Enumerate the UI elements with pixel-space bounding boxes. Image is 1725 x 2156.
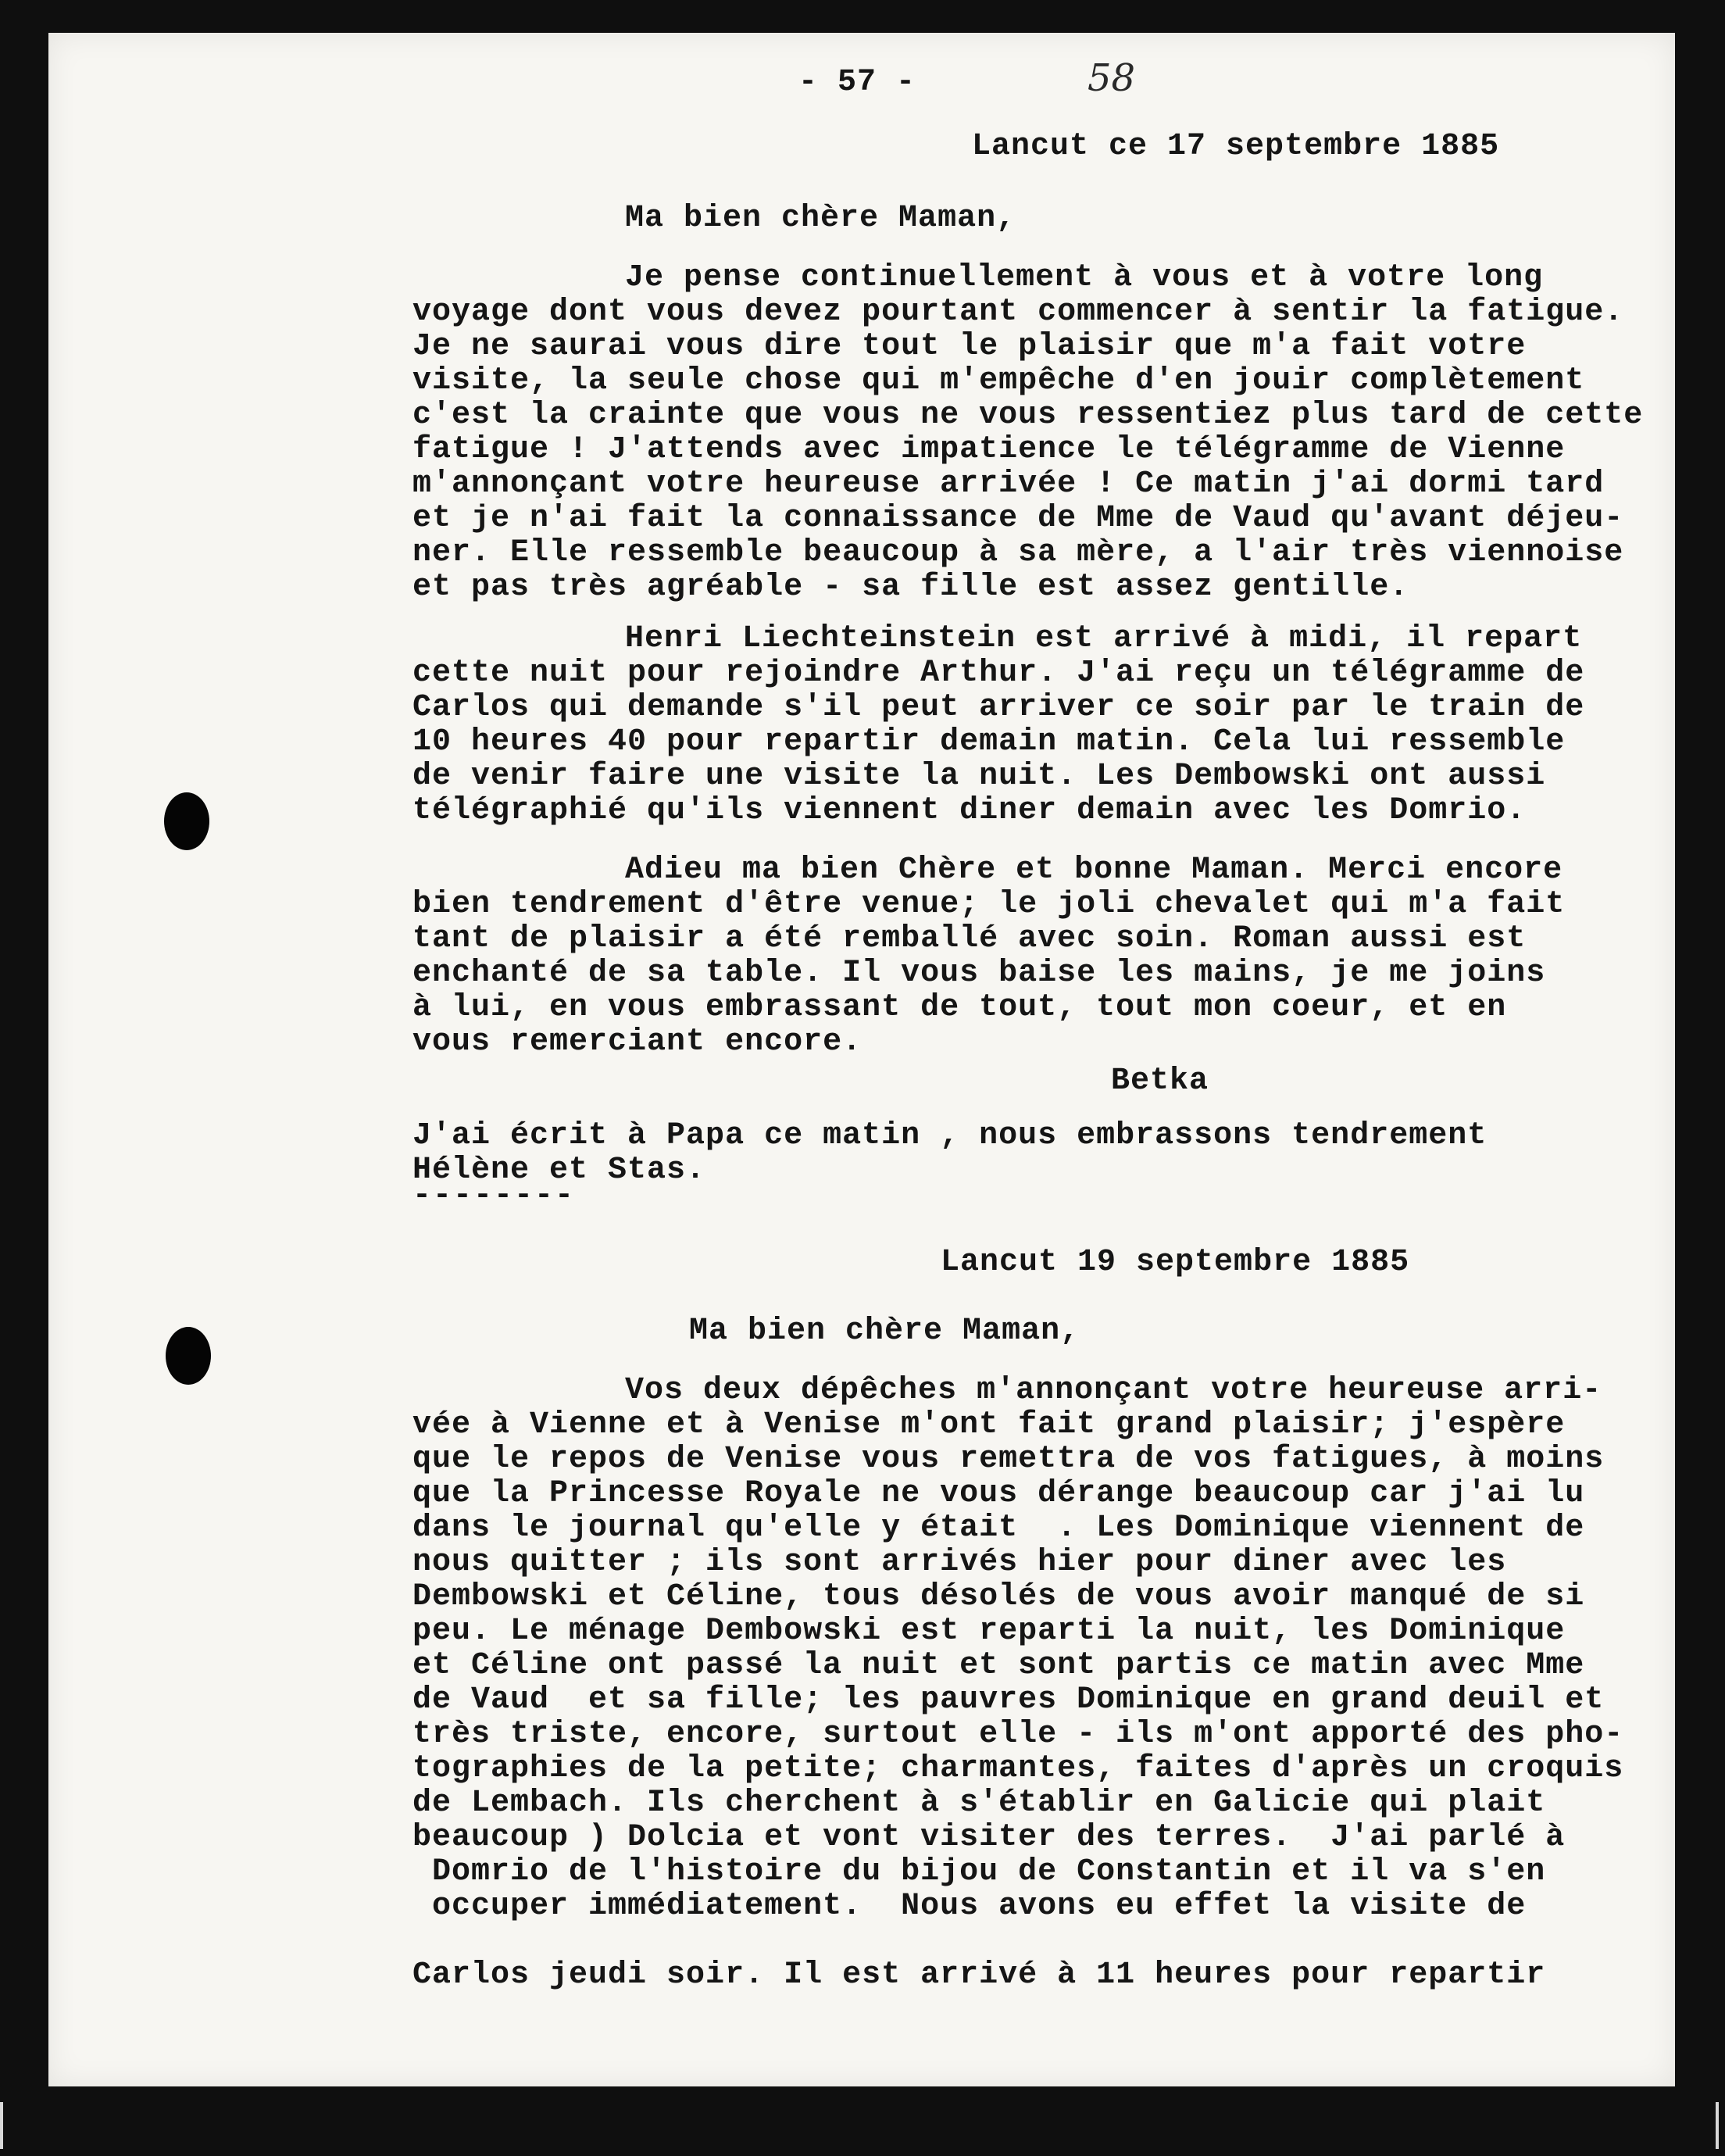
text-line: Carlos jeudi soir. Il est arrivé à 11 heures pour repartir xyxy=(412,1958,1546,1993)
letter1-paragraph-1 xyxy=(412,261,1643,605)
text-line: vous remerciant encore. xyxy=(412,1024,862,1060)
text-line: tographies de la petite; charmantes, faites d'après un croquis xyxy=(412,1751,1624,1786)
typed-page-number: - 57 - xyxy=(798,65,916,100)
text-line: beaucoup ) Dolcia et vont visiter des terres. J'ai parlé à xyxy=(412,1820,1566,1855)
text-line: occuper immédiatement. Nous avons eu effet la visite de xyxy=(412,1889,1527,1924)
letter2-dateline: Lancut 19 septembre 1885 xyxy=(941,1245,1410,1280)
text-line: visite, la seule chose qui m'empêche d'en jouir complètement xyxy=(412,363,1585,399)
separator-line: -------- xyxy=(412,1178,576,1214)
punch-hole xyxy=(166,1327,211,1385)
document-page xyxy=(48,33,1675,2086)
letter1-paragraph-2 xyxy=(412,622,1584,828)
text-line: Carlos qui demande s'il peut arriver ce soir par le train de xyxy=(412,690,1585,725)
text-line: 10 heures 40 pour repartir demain matin. Cela lui ressemble xyxy=(412,724,1566,760)
text-line: J'ai écrit à Papa ce matin , nous embrassons tendrement xyxy=(412,1118,1488,1153)
letter1-postscript xyxy=(412,1119,1487,1188)
text-line: dans le journal qu'elle y était . Les Dominique viennent de xyxy=(412,1511,1585,1546)
text-line: peu. Le ménage Dembowski est reparti la nuit, les Dominique xyxy=(412,1614,1566,1649)
text-line: tant de plaisir a été remballé avec soin. Roman aussi est xyxy=(412,921,1527,956)
text-line: Je ne saurai vous dire tout le plaisir que m'a fait votre xyxy=(412,329,1527,364)
punch-hole xyxy=(164,792,209,850)
text-line: de Vaud et sa fille; les pauvres Dominique en grand deuil et xyxy=(412,1682,1605,1718)
text-line: Dembowski et Céline, tous désolés de vous avoir manqué de si xyxy=(412,1579,1585,1614)
letter1-salutation: Ma bien chère Maman, xyxy=(625,201,1016,236)
text-line: à lui, en vous embrassant de tout, tout mon coeur, et en xyxy=(412,990,1507,1025)
text-line: et pas très agréable - sa fille est assez gentille. xyxy=(412,570,1409,605)
text-line: que la Princesse Royale ne vous dérange beaucoup car j'ai lu xyxy=(412,1476,1585,1511)
text-line: voyage dont vous devez pourtant commencer à sentir la fatigue. xyxy=(412,295,1624,330)
text-line: très triste, encore, surtout elle - ils m'ont apporté des pho- xyxy=(412,1717,1624,1752)
letter2-paragraph xyxy=(412,1374,1623,1993)
text-line: fatigue ! J'attends avec impatience le télégramme de Vienne xyxy=(412,432,1566,467)
text-line: enchanté de sa table. Il vous baise les mains, je me joins xyxy=(412,956,1546,991)
handwritten-page-number: 58 xyxy=(1088,56,1136,100)
text-line: Je pense continuellement à vous et à votre long xyxy=(625,260,1544,295)
text-line: Hélène et Stas. xyxy=(412,1153,706,1188)
text-line: c'est la crainte que vous ne vous ressentiez plus tard de cette xyxy=(412,398,1644,433)
text-line: ner. Elle ressemble beaucoup à sa mère, a l'air très viennoise xyxy=(412,535,1624,570)
scan-edge-mark xyxy=(0,2102,3,2149)
text-line xyxy=(412,1924,1623,1958)
text-line: cette nuit pour rejoindre Arthur. J'ai reçu un télégramme de xyxy=(412,656,1585,691)
text-line: Henri Liechteinstein est arrivé à midi, il repart xyxy=(625,621,1583,656)
text-line: Vos deux dépêches m'annonçant votre heureuse arri- xyxy=(625,1373,1602,1408)
letter1-signature: Betka xyxy=(1111,1064,1209,1099)
scan-edge-mark xyxy=(1716,2102,1719,2149)
text-line: de venir faire une visite la nuit. Les Dembowski ont aussi xyxy=(412,759,1546,794)
text-line: que le repos de Venise vous remettra de vos fatigues, à moins xyxy=(412,1442,1605,1477)
text-line: bien tendrement d'être venue; le joli chevalet qui m'a fait xyxy=(412,887,1566,922)
text-line: Adieu ma bien Chère et bonne Maman. Merci encore xyxy=(625,853,1563,888)
text-line: télégraphié qu'ils viennent diner demain avec les Domrio. xyxy=(412,793,1527,828)
letter2-salutation: Ma bien chère Maman, xyxy=(689,1314,1080,1349)
text-line: et Céline ont passé la nuit et sont partis ce matin avec Mme xyxy=(412,1648,1585,1683)
text-line: de Lembach. Ils cherchent à s'établir en Galicie qui plait xyxy=(412,1786,1546,1821)
text-line: vée à Vienne et à Venise m'ont fait grand plaisir; j'espère xyxy=(412,1407,1566,1443)
letter1-dateline: Lancut ce 17 septembre 1885 xyxy=(972,129,1500,164)
text-line: et je n'ai fait la connaissance de Mme de Vaud qu'avant déjeu- xyxy=(412,501,1624,536)
text-line: m'annonçant votre heureuse arrivée ! Ce matin j'ai dormi tard xyxy=(412,467,1605,502)
letter1-paragraph-3 xyxy=(412,853,1565,1060)
text-line: Domrio de l'histoire du bijou de Constantin et il va s'en xyxy=(412,1854,1546,1890)
text-line: nous quitter ; ils sont arrivés hier pour diner avec les xyxy=(412,1545,1507,1580)
